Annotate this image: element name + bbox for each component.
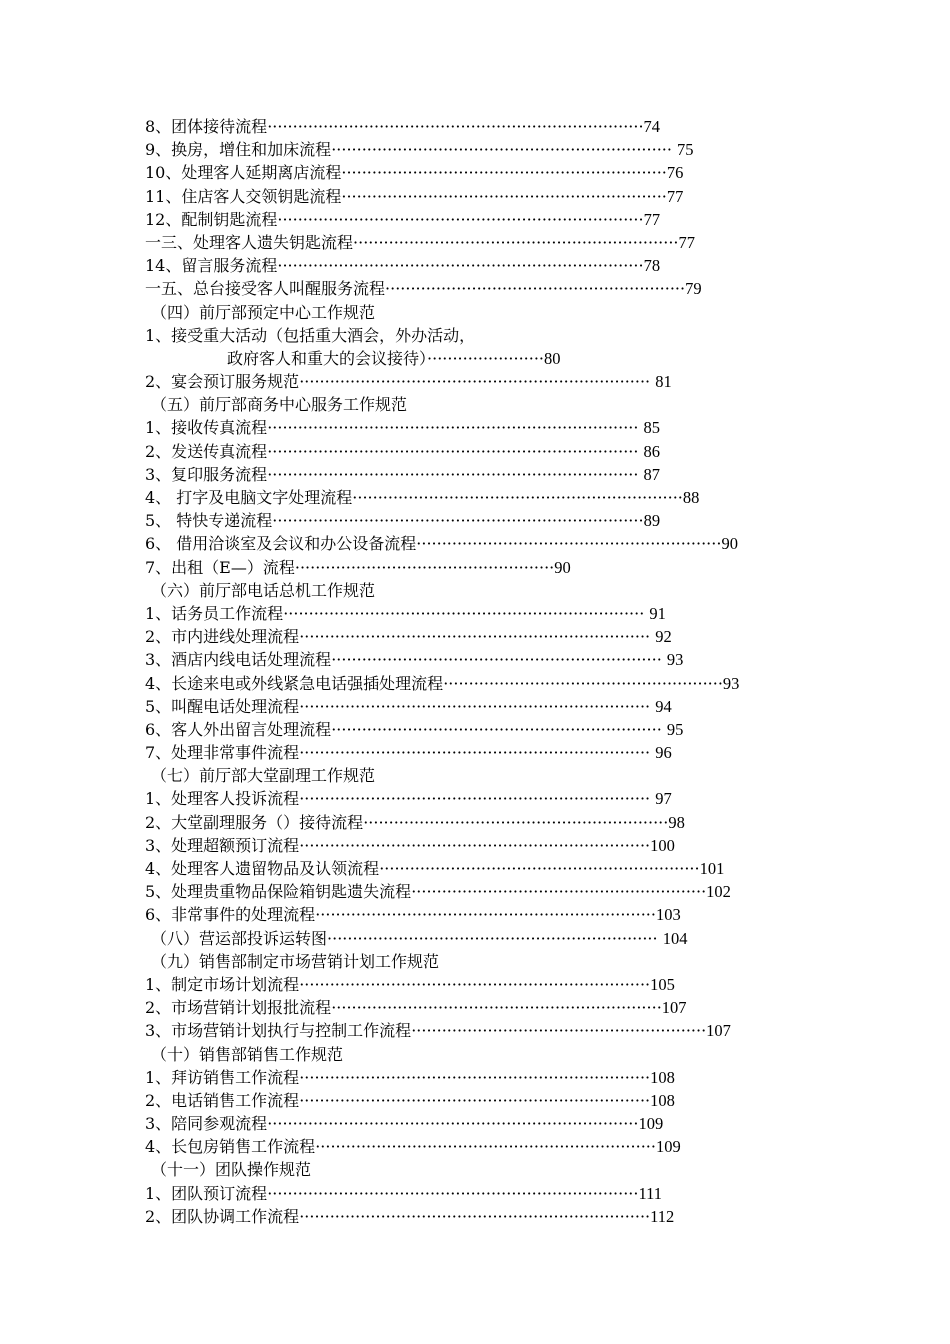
toc-leader-dots: ········································································· xyxy=(267,1183,639,1203)
toc-entry xyxy=(145,1205,805,1228)
toc-entry-title: 2、市场营销计划报批流程 xyxy=(145,998,332,1018)
toc-entry-title: 4、 打字及电脑文字处理流程 xyxy=(145,488,353,507)
toc-leader-dots: ····································································· xyxy=(299,835,651,855)
toc-page-number: 89 xyxy=(643,511,661,531)
toc-entry-title: 3、处理超额预订流程 xyxy=(145,835,300,855)
toc-entry-title: 7、处理非常事件流程 xyxy=(145,743,300,763)
toc-entry xyxy=(145,1182,805,1205)
toc-leader-dots: ····································································· xyxy=(299,1067,651,1087)
toc-page-number: 95 xyxy=(666,719,684,739)
toc-entry xyxy=(145,185,805,208)
toc-entry xyxy=(145,231,805,254)
toc-page-number: 105 xyxy=(650,974,675,994)
toc-entry xyxy=(145,532,805,555)
toc-section-heading xyxy=(145,579,805,602)
toc-entry xyxy=(145,741,805,764)
toc-page-number: 111 xyxy=(638,1183,662,1203)
toc-entry-title: 14、留言服务流程 xyxy=(145,256,278,276)
toc-entry xyxy=(145,1066,805,1089)
toc-page-number: 77 xyxy=(643,209,661,229)
toc-leader-dots: ··················································· xyxy=(294,557,555,577)
toc-page-number: 85 xyxy=(643,418,661,438)
toc-entry-title: （四）前厅部预定中心工作规范 xyxy=(151,302,376,322)
toc-page-number: 91 xyxy=(649,603,666,623)
toc-entry-title: 2、电话销售工作流程 xyxy=(145,1090,300,1110)
toc-entry xyxy=(145,440,805,463)
toc-page-number: 93 xyxy=(722,673,740,693)
toc-leader-dots: ································································ xyxy=(341,186,667,206)
toc-entry xyxy=(145,370,805,393)
toc-entry-title: 2、市内进线处理流程 xyxy=(145,627,300,647)
toc-page-number: 101 xyxy=(699,859,725,878)
toc-page-number: 87 xyxy=(643,464,661,484)
toc-entry xyxy=(145,672,805,695)
toc-entry xyxy=(145,857,805,880)
toc-entry xyxy=(145,903,805,926)
toc-leader-dots: ··································································· xyxy=(315,1137,656,1157)
toc-page-number: 104 xyxy=(662,928,688,948)
toc-leader-dots: ·························································· xyxy=(411,882,707,902)
table-of-contents xyxy=(145,115,805,1228)
toc-entry xyxy=(145,556,805,579)
toc-entry-title: 1、处理客人投诉流程 xyxy=(145,789,300,809)
toc-leader-dots: ································································ xyxy=(341,163,667,183)
toc-entry-title: 一五、总台接受客人叫醒服务流程 xyxy=(145,279,386,299)
toc-entry-title: （九）销售部制定市场营销计划工作规范 xyxy=(151,951,440,971)
toc-entry xyxy=(145,1019,805,1042)
toc-leader-dots: ································································ xyxy=(353,232,679,252)
toc-entry xyxy=(145,115,805,138)
toc-page-number: 93 xyxy=(666,650,684,670)
toc-leader-dots: ········································································· xyxy=(272,511,644,531)
toc-page-number: 76 xyxy=(666,163,684,183)
toc-page-number: 75 xyxy=(677,140,694,160)
toc-entry-title: （七）前厅部大堂副理工作规范 xyxy=(151,766,376,786)
toc-entry-title: 6、 借用洽谈室及会议和办公设备流程 xyxy=(145,534,417,554)
toc-leader-dots: ··························································· xyxy=(385,279,686,299)
toc-entry-title: 6、客人外出留言处理流程 xyxy=(145,719,332,739)
toc-entry-title: 5、 特快专递流程 xyxy=(145,511,273,531)
toc-entry xyxy=(145,161,805,184)
toc-entry-title: 1、团队预订流程 xyxy=(145,1183,268,1203)
toc-entry-title: 4、长包房销售工作流程 xyxy=(145,1137,316,1157)
toc-entry-title: （六）前厅部电话总机工作规范 xyxy=(151,580,376,600)
toc-entry-title: （五）前厅部商务中心服务工作规范 xyxy=(151,395,408,415)
toc-entry xyxy=(145,208,805,231)
toc-entry-title: 3、复印服务流程 xyxy=(145,464,268,484)
toc-page-number: 107 xyxy=(706,1021,731,1041)
toc-entry-title: 11、住店客人交领钥匙流程 xyxy=(145,186,342,206)
toc-leader-dots: ····································································· xyxy=(299,1090,651,1110)
toc-leader-dots: ······················· xyxy=(427,348,544,368)
toc-entry-title: 一三、处理客人遗失钥匙流程 xyxy=(145,232,354,252)
toc-section-heading xyxy=(145,393,805,416)
toc-section-heading xyxy=(145,1158,805,1181)
toc-section-heading xyxy=(145,1043,805,1066)
toc-entry xyxy=(145,695,805,718)
toc-page-number: 77 xyxy=(666,186,684,206)
toc-entry-title: 1、接收传真流程 xyxy=(145,418,268,438)
toc-entry-title: 3、市场营销计划执行与控制工作流程 xyxy=(145,1021,412,1041)
toc-leader-dots: ········································································· xyxy=(267,441,644,461)
toc-leader-dots: ····································································· xyxy=(299,743,656,763)
toc-section-heading xyxy=(145,301,805,324)
toc-leader-dots: ···························································· xyxy=(416,534,722,554)
toc-entry xyxy=(145,138,805,161)
toc-entry-title: 10、处理客人延期离店流程 xyxy=(145,163,342,183)
toc-entry xyxy=(145,834,805,857)
toc-leader-dots: ········································································· xyxy=(267,464,644,484)
toc-entry-title: 1、话务员工作流程 xyxy=(145,603,284,623)
toc-entry-title: 1、拜访销售工作流程 xyxy=(145,1067,300,1087)
toc-leader-dots: ······················································· xyxy=(443,673,723,693)
toc-entry-title: （十）销售部销售工作规范 xyxy=(151,1044,344,1064)
toc-entry-title: （八）营运部投诉运转图 xyxy=(151,928,328,948)
toc-entry-title: 7、出租（E—）流程 xyxy=(145,557,295,577)
toc-leader-dots: ·························································· xyxy=(411,1021,707,1041)
toc-entry-title: 3、陪同参观流程 xyxy=(145,1114,268,1134)
toc-page-number: 90 xyxy=(554,557,571,577)
toc-leader-dots: ····································································· xyxy=(299,627,656,647)
toc-entry-title: 3、酒店内线电话处理流程 xyxy=(145,650,332,670)
toc-leader-dots: ········································································· xyxy=(267,418,644,438)
toc-leader-dots: ······························································· xyxy=(379,859,700,878)
toc-page-number: 80 xyxy=(544,348,561,368)
toc-entry-title: （十一）团队操作规范 xyxy=(151,1160,312,1180)
toc-leader-dots: ····································································· xyxy=(299,696,656,716)
toc-entry-title: 2、团队协调工作流程 xyxy=(145,1206,300,1226)
toc-entry-title: 12、配制钥匙流程 xyxy=(145,209,278,229)
toc-page-number: 107 xyxy=(661,998,687,1018)
toc-page-number: 103 xyxy=(655,905,681,925)
toc-page-number: 86 xyxy=(643,441,661,461)
toc-leader-dots: ····································································· xyxy=(299,974,651,994)
toc-page-number: 78 xyxy=(643,256,661,276)
toc-page-number: 94 xyxy=(655,696,672,716)
toc-page-number: 112 xyxy=(650,1206,675,1226)
toc-entry-title: 6、非常事件的处理流程 xyxy=(145,905,316,925)
toc-entry xyxy=(145,996,805,1019)
toc-leader-dots: ········································································ xyxy=(277,209,644,229)
toc-entry-title: 9、换房，增住和加床流程 xyxy=(145,140,332,160)
toc-leader-dots: ································································· xyxy=(327,928,663,948)
toc-entry xyxy=(145,811,805,834)
toc-page-number: 108 xyxy=(650,1090,675,1110)
toc-entry-title: 2、发送传真流程 xyxy=(145,441,268,461)
toc-entry-title: 5、叫醒电话处理流程 xyxy=(145,696,300,716)
toc-leader-dots: ········································································ xyxy=(277,256,644,276)
toc-page-number: 92 xyxy=(655,627,672,647)
toc-page-number: 100 xyxy=(650,835,675,855)
toc-leader-dots: ································································· xyxy=(331,998,662,1018)
toc-page-number: 109 xyxy=(655,1137,681,1157)
toc-section-heading xyxy=(145,927,805,950)
toc-entry xyxy=(145,625,805,648)
toc-entry xyxy=(145,277,805,300)
toc-leader-dots: ······································································· xyxy=(283,603,650,623)
toc-leader-dots: ·········································································· xyxy=(267,117,644,136)
toc-leader-dots: ····································································· xyxy=(299,372,656,392)
toc-entry-title: 4、长途来电或外线紧急电话强插处理流程 xyxy=(145,673,444,693)
toc-entry xyxy=(145,880,805,903)
toc-entry-title: 2、宴会预订服务规范 xyxy=(145,372,300,392)
toc-page-number: 102 xyxy=(706,882,731,902)
toc-page-number: 98 xyxy=(668,812,685,832)
toc-page-number: 108 xyxy=(650,1067,675,1087)
toc-entry-title: 政府客人和重大的会议接待） xyxy=(227,348,428,368)
toc-entry xyxy=(145,324,805,347)
toc-entry xyxy=(145,787,805,810)
toc-leader-dots: ··································································· xyxy=(315,905,656,925)
toc-section-heading xyxy=(145,950,805,973)
toc-page-number: 79 xyxy=(685,279,702,299)
toc-page-number: 74 xyxy=(643,117,661,136)
toc-entry xyxy=(145,486,805,509)
toc-entry xyxy=(145,1089,805,1112)
toc-leader-dots: ···························································· xyxy=(363,812,669,832)
toc-entry xyxy=(145,347,805,370)
toc-entry xyxy=(145,463,805,486)
toc-leader-dots: ····································································· xyxy=(299,789,656,809)
toc-page-number: 109 xyxy=(638,1114,664,1134)
toc-page-number: 77 xyxy=(678,232,696,252)
toc-leader-dots: ································································· xyxy=(331,650,667,670)
toc-page-number: 97 xyxy=(655,789,672,809)
toc-entry-title: 1、制定市场计划流程 xyxy=(145,974,300,994)
toc-entry xyxy=(145,254,805,277)
toc-entry-title: 8、团体接待流程 xyxy=(145,117,268,136)
toc-page-number: 96 xyxy=(655,743,672,763)
toc-entry-title: 2、大堂副理服务（）接待流程 xyxy=(145,812,364,832)
toc-leader-dots: ····································································· xyxy=(299,1206,651,1226)
toc-entry xyxy=(145,1112,805,1135)
toc-entry-title: 1、接受重大活动（包括重大酒会，外办活动， xyxy=(145,325,476,345)
toc-entry xyxy=(145,602,805,625)
toc-leader-dots: ································································· xyxy=(352,488,683,507)
toc-leader-dots: ········································································· xyxy=(267,1114,639,1134)
toc-page-number: 88 xyxy=(682,488,700,507)
toc-entry xyxy=(145,416,805,439)
toc-entry xyxy=(145,718,805,741)
toc-leader-dots: ································································· xyxy=(331,719,667,739)
toc-page-number: 90 xyxy=(721,534,738,554)
toc-entry xyxy=(145,648,805,671)
toc-entry xyxy=(145,509,805,532)
toc-leader-dots: ··································································· xyxy=(331,140,678,160)
toc-entry-title: 5、处理贵重物品保险箱钥匙遗失流程 xyxy=(145,882,412,902)
toc-entry-title: 4、处理客人遗留物品及认领流程 xyxy=(145,859,380,878)
toc-section-heading xyxy=(145,764,805,787)
toc-entry xyxy=(145,1135,805,1158)
toc-entry xyxy=(145,973,805,996)
toc-page-number: 81 xyxy=(655,372,672,392)
